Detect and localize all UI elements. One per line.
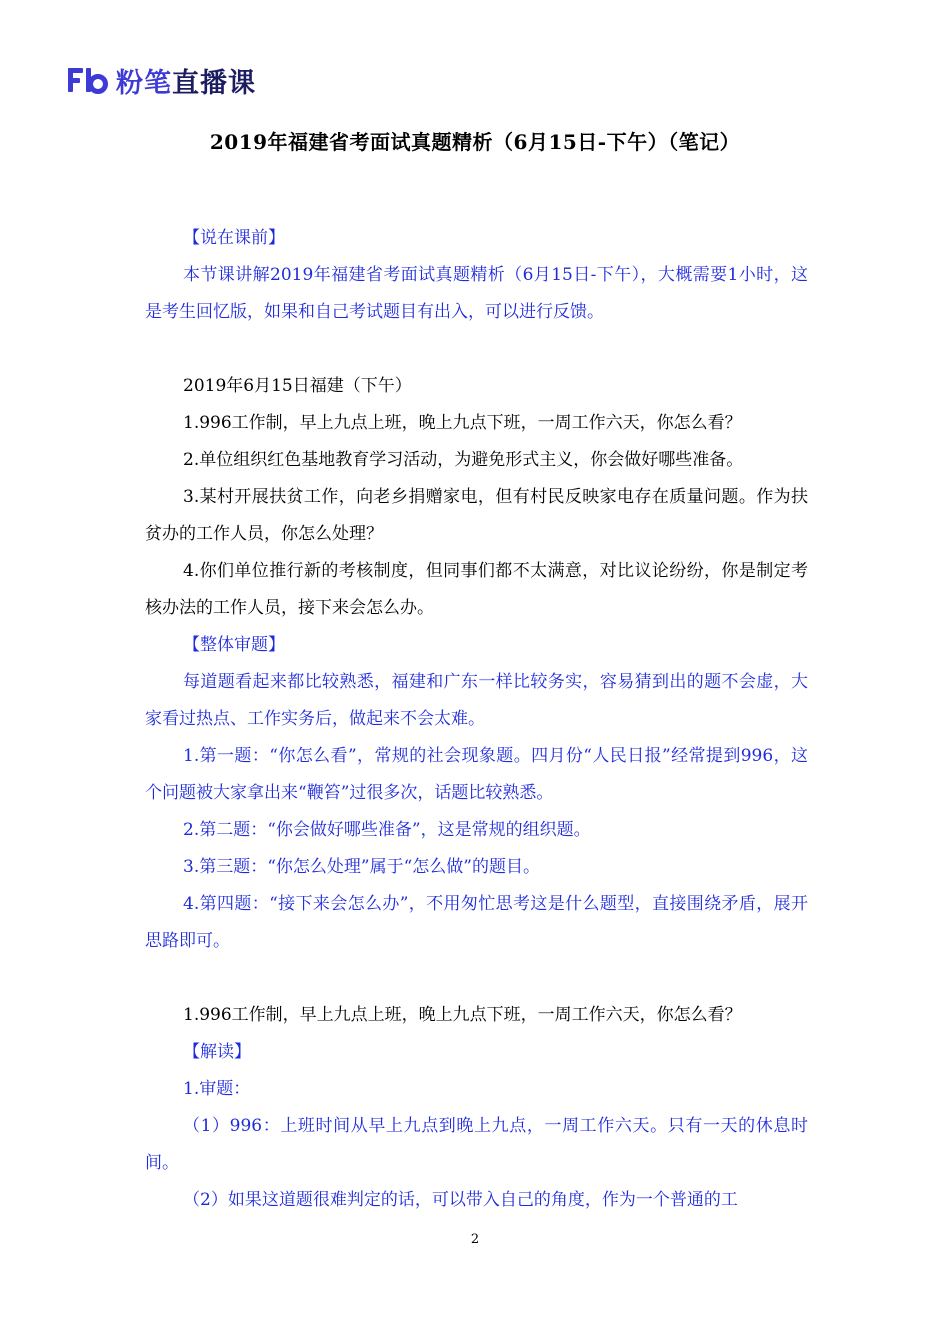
- document-body: [145, 220, 808, 1219]
- fb-logo-icon: [68, 65, 108, 95]
- paragraph: 3.某村开展扶贫工作，向老乡捐赠家电，但有村民反映家电存在质量问题。作为扶贫办的工作人员，你怎么处理？: [145, 487, 808, 544]
- paragraph: 【解读】: [183, 1042, 251, 1062]
- paragraph: 3.第三题：“你怎么处理”属于“怎么做”的题目。: [183, 857, 540, 877]
- paragraph: 1.审题：: [183, 1079, 251, 1099]
- paragraph: 1.996工作制，早上九点上班，晚上九点下班，一周工作六天，你怎么看？: [183, 413, 742, 433]
- paragraph: 本节课讲解2019年福建省考面试真题精析（6月15日-下午），大概需要1小时，这是考生回忆版，如果和自己考试题目有出入，可以进行反馈。: [145, 265, 808, 322]
- paragraph: 2.第二题：“你会做好哪些准备”，这是常规的组织题。: [183, 820, 591, 840]
- logo-text: [116, 61, 256, 100]
- paragraph: （1）996：上班时间从早上九点到晚上九点，一周工作六天。只有一天的休息时间。: [145, 1116, 808, 1173]
- paragraph: 1.第一题：“你怎么看”，常规的社会现象题。四月份“人民日报”经常提到996，这个问题被大家拿出来“鞭笞”过很多次，话题比较熟悉。: [145, 746, 808, 803]
- paragraph: 4.第四题：“接下来会怎么办”，不用匆忙思考这是什么题型，直接围绕矛盾，展开思路即可。: [145, 894, 808, 951]
- page-number: 2: [470, 1232, 480, 1247]
- page-title: 2019年福建省考面试真题精析（6月15日-下午）（笔记）: [209, 130, 741, 154]
- paragraph: 1.996工作制，早上九点上班，晚上九点下班，一周工作六天，你怎么看？: [183, 1005, 742, 1025]
- paragraph-spacer: [145, 331, 808, 368]
- logo-brand: 粉笔: [116, 67, 172, 99]
- paragraph: 【整体审题】: [183, 635, 285, 655]
- paragraph: （2）如果这道题很难判定的话，可以带入自己的角度，作为一个普通的工: [183, 1190, 738, 1210]
- paragraph: 【说在课前】: [183, 228, 285, 248]
- paragraph: 4.你们单位推行新的考核制度，但同事们都不太满意，对比议论纷纷，你是制定考核办法的工作人员，接下来会怎么办。: [145, 561, 808, 618]
- brand-logo: [68, 64, 256, 99]
- paragraph: 2.单位组织红色基地教育学习活动，为避免形式主义，你会做好哪些准备。: [183, 450, 744, 470]
- paragraph: 2019年6月15日福建（下午）: [183, 376, 412, 396]
- paragraph: 每道题看起来都比较熟悉，福建和广东一样比较务实，容易猜到出的题不会虚，大家看过热点、工作实务后，做起来不会太难。: [145, 672, 808, 729]
- paragraph-spacer: [145, 960, 808, 997]
- logo-rest: 直播课: [172, 67, 256, 99]
